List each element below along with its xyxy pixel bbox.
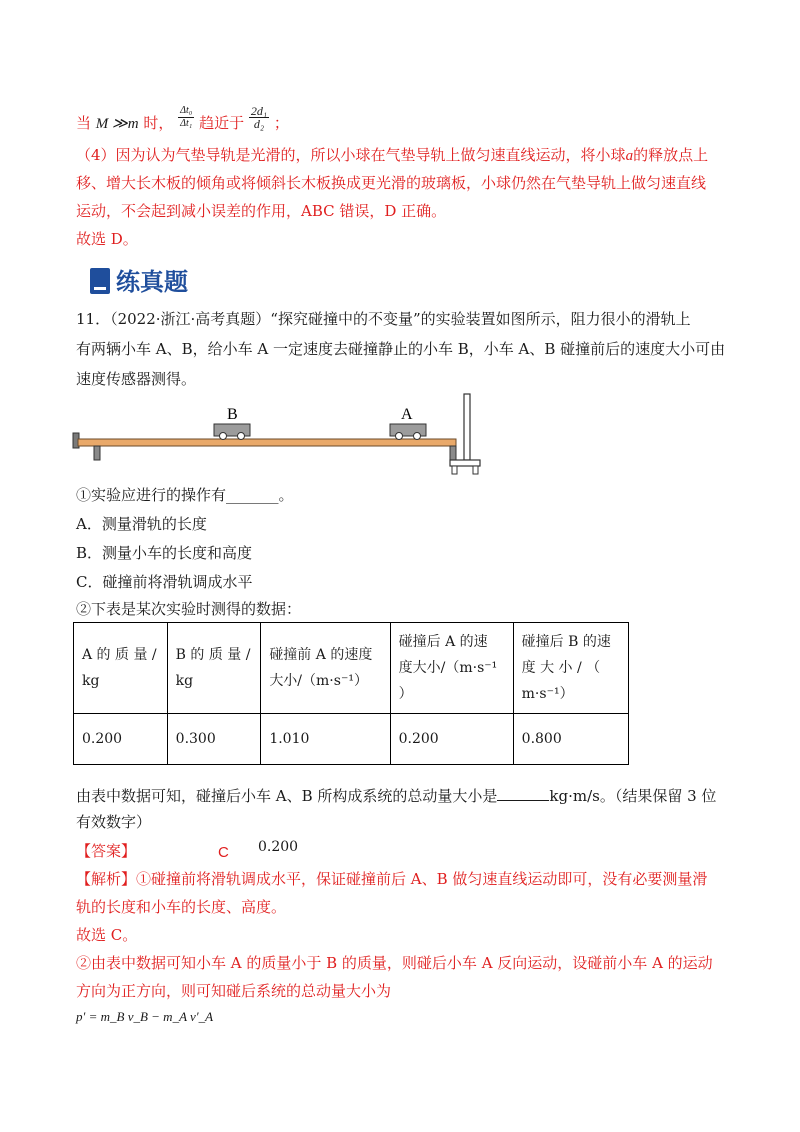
analysis-choice: 故选 C。 [76,926,138,944]
prev-fraction-1-num: Δt₀ [180,104,193,116]
table-header-cell [390,623,513,714]
prev-approach: 趋近于 [199,114,245,132]
after-table-line-1 [76,785,716,807]
sensor-foot-left [452,466,457,474]
answer-blank [497,786,549,801]
after-table-text: 由表中数据可知，碰撞后小车 A、B 所构成系统的总动量大小是 [76,787,498,805]
table-cell: 0.800 [513,714,628,765]
table-cell: 0.300 [167,714,261,765]
prev-fraction-2-den: d₂ [253,116,265,131]
analysis-line-3: ②由表中数据可知小车 A 的质量小于 B 的质量，则碰后小车 A 反向运动，设碰前小车 A 的运动 [76,954,713,972]
table-cell: 0.200 [74,714,168,765]
analysis-line-4: 方向为正方向，则可知碰后系统的总动量大小为 [76,982,392,1000]
table-header-row [74,623,629,714]
analysis-line-2: 轨的长度和小车的长度、高度。 [76,898,287,916]
header-a-mass-2: kg [82,673,100,689]
option-a: A．测量滑轨的长度 [76,515,207,533]
after-table-unit: kg·m/s。（结果保留 3 位 [549,787,717,805]
header-a-after-1: 碰撞后 A 的速 [398,634,488,650]
analysis-line-1 [76,868,707,890]
table-header-cell [513,623,628,714]
prev-part4-text1-end: 的释放点上 [633,146,709,164]
table-cell: 1.010 [261,714,390,765]
header-b-after-3: m·s⁻¹） [521,686,574,702]
header-a-mass-1: A 的 质 量 / [82,647,157,663]
prev-part4-text1: （4）因为认为气垫导轨是光滑的，所以小球在气垫导轨上做匀速直线运动，将小球 [76,146,626,164]
sensor-pole [464,394,470,460]
right-support [450,446,456,460]
sub-question-1: ①实验应进行的操作有_______。 [76,486,294,504]
question-line-1: 11．（2022·浙江·高考真题）“探究碰撞中的不变量”的实验装置如图所示，阻力很小的滑轨上 [76,310,691,328]
header-a-before-1: 碰撞前 A 的速度 [269,647,373,663]
sub-question-2: ②下表是某次实验时测得的数据： [76,600,302,618]
data-table [73,622,629,765]
question-line-2: 有两辆小车 A、B，给小车 A 一定速度去碰撞静止的小车 B，小车 A、B 碰撞前后的速度大小可由 [76,340,726,358]
section-header [90,262,188,297]
table-cell: 0.200 [390,714,513,765]
prev-part4-var: a [625,148,634,164]
table-header-cell [74,623,168,714]
answer-2: 0.200 [258,839,299,855]
prev-part4-line1 [76,144,708,167]
slide-track [78,439,456,446]
sensor-foot-right [473,466,478,474]
answer-1: C [218,844,229,861]
table-header-cell [167,623,261,714]
prev-semicolon: ； [273,114,289,132]
prev-fraction-2 [249,105,269,130]
header-b-after-1: 碰撞后 B 的速 [521,634,611,650]
after-table-line-2: 有效数字） [76,813,152,831]
apparatus-figure [70,390,490,480]
table-row [74,714,629,765]
header-a-after-3: ） [398,686,413,702]
prev-part4-line2: 移、增大长木板的倾角或将倾斜长木板换成更光滑的玻璃板，小球仍然在气垫导轨上做匀速直线 [76,174,707,192]
prev-part4-line3: 运动，不会起到减小误差的作用，ABC 错误，D 正确。 [76,202,447,220]
prev-condition-math: M ≫m [95,116,139,132]
prev-fraction-2-num: 2d₁ [250,103,268,118]
option-b: B．测量小车的长度和高度 [76,544,253,562]
prev-when-suffix: 时， [143,114,174,132]
analysis-label: 【解析】 [76,870,137,888]
analysis-formula: p′ = m_B v_B − m_A v′_A [76,1009,214,1024]
prev-when: 当 [76,114,92,132]
prev-fraction-1 [178,105,194,130]
header-a-before-2: 大小/（m·s⁻¹） [269,673,368,689]
cart-b [214,424,250,440]
header-b-mass-1: B 的 质 量 / [175,647,251,663]
cart-a-label: A [401,406,413,423]
table-header-cell [261,623,390,714]
answer-label: 【答案】 [76,842,137,860]
header-b-mass-2: kg [175,673,194,689]
prev-fraction-1-den: Δt₁ [180,117,193,129]
sensor-base [450,460,480,466]
header-b-after-2: 度 大 小 / （ [521,660,601,676]
question-line-3: 速度传感器测得。 [76,370,197,388]
prev-choice: 故选 D。 [76,230,138,248]
option-c: C．碰撞前将滑轨调成水平 [76,573,253,591]
cart-b-label: B [227,406,238,423]
cart-a [390,424,426,440]
section-title: 练真题 [116,268,188,296]
book-icon [90,268,110,294]
header-a-after-2: 度大小/（m·s⁻¹ [398,660,498,676]
prev-condition-line [76,103,289,135]
left-support [94,446,100,460]
analysis-text-1: ①碰撞前将滑轨调成水平，保证碰撞前后 A、B 做匀速直线运动即可，没有必要测量滑 [136,870,708,888]
